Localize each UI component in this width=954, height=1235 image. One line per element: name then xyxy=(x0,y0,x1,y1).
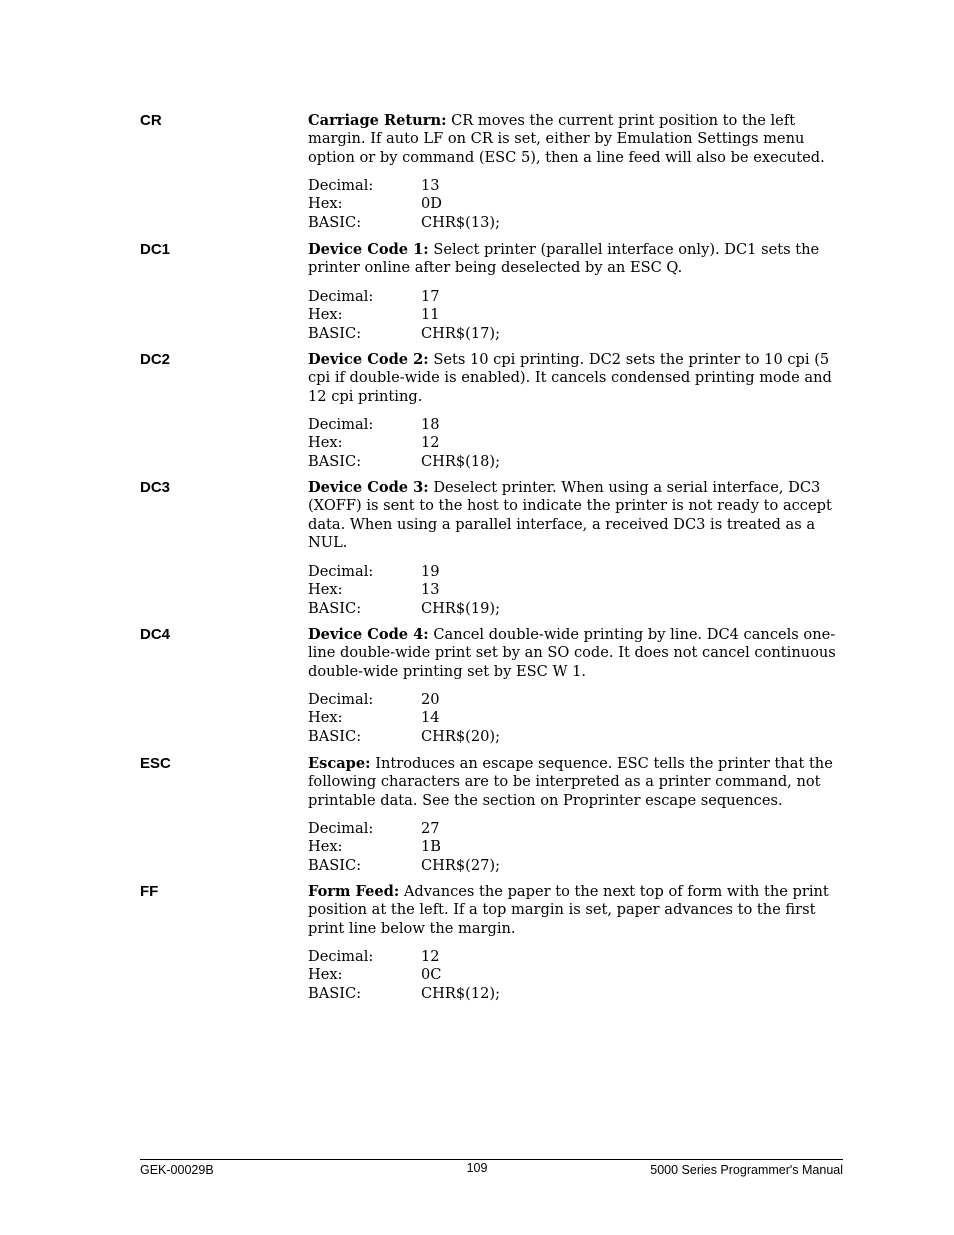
code-term: Device Code 3: xyxy=(308,479,429,496)
code-term: Device Code 4: xyxy=(308,626,429,643)
basic-value: CHR$(12); xyxy=(421,984,501,1002)
hex-value: 14 xyxy=(421,709,440,727)
basic-value: CHR$(27); xyxy=(421,856,501,874)
hex-label: Hex: xyxy=(308,195,343,213)
basic-label: BASIC: xyxy=(308,452,362,470)
code-term: Escape: xyxy=(308,755,371,772)
code-description xyxy=(308,755,848,810)
code-term: Form Feed: xyxy=(308,883,400,900)
basic-value: CHR$(13); xyxy=(421,213,501,231)
footer-page-number: 109 xyxy=(466,1161,488,1175)
decimal-label: Decimal: xyxy=(308,177,374,194)
description-text: CR moves the current print position to the left margin. If auto LF on CR is set, either by Emulation Settings menu option or by command (ESC 5), then a line feed will also be executed. xyxy=(308,112,825,166)
description-text: Advances the paper to the next top of form with the print position at the left. If a top margin is set, paper advances to the first print line below the margin. xyxy=(308,883,829,937)
hex-label: Hex: xyxy=(308,434,343,452)
description-text: Sets 10 cpi printing. DC2 sets the printer to 10 cpi (5 cpi if double-wide is enabled). It cancels condensed printing mode and 12 cpi printing. xyxy=(308,351,832,405)
basic-label: BASIC: xyxy=(308,324,362,342)
code-description xyxy=(308,479,848,552)
basic-label: BASIC: xyxy=(308,856,362,874)
hex-label: Hex: xyxy=(308,966,343,984)
decimal-label: Decimal: xyxy=(308,820,374,837)
code-description xyxy=(308,626,848,681)
basic-label: BASIC: xyxy=(308,213,362,231)
code-description xyxy=(308,883,848,938)
decimal-label: Decimal: xyxy=(308,288,374,305)
decimal-label: Decimal: xyxy=(308,948,374,965)
control-code: DC1 xyxy=(140,241,171,258)
footer-doc-id: GEK-00029B xyxy=(140,1163,214,1177)
decimal-label: Decimal: xyxy=(308,691,374,708)
hex-value: 11 xyxy=(421,306,440,324)
decimal-value: 19 xyxy=(421,563,440,580)
decimal-value: 27 xyxy=(421,820,440,837)
code-description xyxy=(308,112,848,167)
hex-value: 13 xyxy=(421,581,440,599)
basic-value: CHR$(19); xyxy=(421,599,501,617)
basic-label: BASIC: xyxy=(308,727,362,745)
hex-value: 1B xyxy=(421,838,442,856)
description-text: Introduces an escape sequence. ESC tells the printer that the following characters are to be interpreted as a printer command, not printable data. See the section on Proprinter escape sequences. xyxy=(308,755,833,809)
hex-label: Hex: xyxy=(308,709,343,727)
hex-value: 0D xyxy=(421,195,442,213)
footer-manual-title: 5000 Series Programmer's Manual xyxy=(650,1163,843,1177)
code-description xyxy=(308,351,848,406)
control-code: DC2 xyxy=(140,351,171,368)
decimal-value: 17 xyxy=(421,288,440,305)
hex-label: Hex: xyxy=(308,306,343,324)
decimal-value: 18 xyxy=(421,416,440,433)
control-code: CR xyxy=(140,112,162,129)
basic-label: BASIC: xyxy=(308,984,362,1002)
control-code: DC4 xyxy=(140,626,171,643)
control-code: ESC xyxy=(140,755,171,772)
decimal-label: Decimal: xyxy=(308,563,374,580)
code-term: Carriage Return: xyxy=(308,112,447,129)
hex-label: Hex: xyxy=(308,838,343,856)
control-code: DC3 xyxy=(140,479,171,496)
footer-divider xyxy=(140,1159,843,1160)
description-text: Select printer (parallel interface only). DC1 sets the printer online after being deselected by an ESC Q. xyxy=(308,241,820,277)
decimal-value: 20 xyxy=(421,691,440,708)
basic-label: BASIC: xyxy=(308,599,362,617)
basic-value: CHR$(17); xyxy=(421,324,501,342)
description-text: Deselect printer. When using a serial interface, DC3 (XOFF) is sent to the host to indicate the printer is not ready to accept data. When using a parallel interface, a received DC3 is treated as a NUL. xyxy=(308,479,832,551)
basic-value: CHR$(18); xyxy=(421,452,501,470)
basic-value: CHR$(20); xyxy=(421,727,501,745)
code-term: Device Code 2: xyxy=(308,351,429,368)
hex-value: 12 xyxy=(421,434,440,452)
decimal-value: 12 xyxy=(421,948,440,965)
control-code: FF xyxy=(140,883,159,900)
code-term: Device Code 1: xyxy=(308,241,429,258)
hex-value: 0C xyxy=(421,966,442,984)
decimal-label: Decimal: xyxy=(308,416,374,433)
hex-label: Hex: xyxy=(308,581,343,599)
description-text: Cancel double-wide printing by line. DC4 cancels one-line double-wide print set by an SO code. It does not cancel continuous double-wide printing set by ESC W 1. xyxy=(308,626,836,680)
code-description xyxy=(308,241,848,278)
decimal-value: 13 xyxy=(421,177,440,194)
